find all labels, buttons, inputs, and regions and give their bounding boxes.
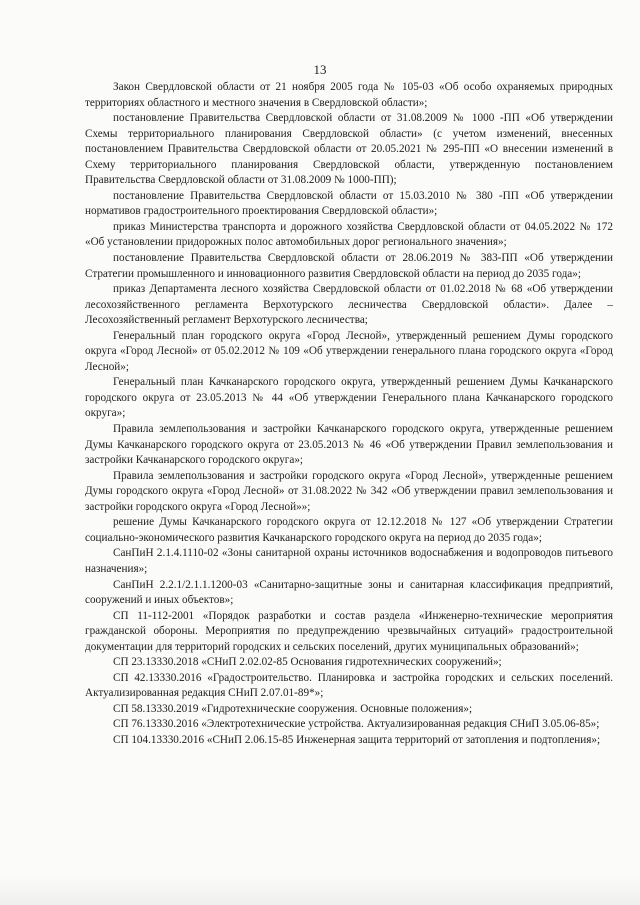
paragraph: СанПиН 2.1.4.1110-02 «Зоны санитарной охраны источников водоснабжения и водопроводов питьевого назначения»; bbox=[85, 547, 613, 575]
paragraph: СП 42.13330.2016 «Градостроительство. Планировка и застройка городских и сельских поселений. Актуализированная редакция СНиП 2.07.01-89*»; bbox=[85, 671, 613, 700]
paragraph: решение Думы Качканарского городского округа от 12.12.2018 № 127 «Об утверждении Стратегии социально-экономического развития Качканарского городского округа на период до 2035 года»; bbox=[85, 516, 613, 544]
paragraph: приказ Министерства транспорта и дорожного хозяйства Свердловской области от 04.05.2022 № 172 «Об установлении придорожных полос автомобильных дорог регионального значения»; bbox=[85, 220, 613, 249]
paragraph: Правила землепользования и застройки Качканарского городского округа, утвержденные решением Думы Качканарского городского округа от 23.05.2013 № 46 «Об утверждении Правил землепользования и застройки Качканарского городского округа»; bbox=[85, 423, 613, 467]
paragraph: СП 76.13330.2016 «Электротехнические устройства. Актуализированная редакция СНиП 3.05.06-85»; bbox=[113, 718, 600, 731]
paragraph: СП 58.13330.2019 «Гидротехнические сооружения. Основные положения»; bbox=[113, 702, 473, 715]
paragraph: СП 23.13330.2018 «СНиП 2.02.02-85 Основания гидротехнических сооружений»; bbox=[113, 656, 502, 669]
paragraph: постановление Правительства Свердловской области от 15.03.2010 № 380 -ПП «Об утверждении нормативов градостроительного проектирования Свердловской области»; bbox=[85, 189, 613, 218]
paragraph: постановление Правительства Свердловской области от 28.06.2019 № 383-ПП «Об утверждении Стратегии промышленного и инновационного развития Свердловской области на период до 2035 года»; bbox=[85, 252, 613, 280]
paragraph: СанПиН 2.2.1/2.1.1.1200-03 «Санитарно-защитные зоны и санитарная классификация предприятий, сооружений и иных объектов»; bbox=[85, 578, 613, 607]
paragraph: Генеральный план городского округа «Город Лесной», утвержденный решением Думы городского округа «Город Лесной» от 05.02.2012 № 109 «Об утверждении генерального плана городского округа «Город Лесной»; bbox=[85, 329, 613, 373]
scan-bottom-edge bbox=[0, 875, 640, 905]
paragraph: СП 104.13330.2016 «СНиП 2.06.15-85 Инженерная защита территорий от затопления и подтопления»; bbox=[113, 733, 601, 746]
document-body bbox=[85, 80, 613, 749]
paragraph: Правила землепользования и застройки городского округа «Город Лесной», утвержденные решением Думы городского округа «Город Лесной» от 31.08.2022 № 342 «Об утверждении правил землепользования и застройки городского округа «Город Лесной»»; bbox=[85, 469, 613, 513]
paragraph: приказ Департамента лесного хозяйства Свердловской области от 01.02.2018 № 68 «Об утверждении лесохозяйственного регламента Верхотурского лесничества Свердловской области». Далее – Лесохозяйственный регламент Верхотурского лесничества; bbox=[85, 283, 613, 327]
paragraph: Закон Свердловской области от 21 ноября 2005 года № 105-03 «Об особо охраняемых природных территориях областного и местного значения в Свердловской области»; bbox=[85, 81, 613, 109]
page-number: 13 bbox=[313, 62, 327, 77]
paragraph: Генеральный план Качканарского городского округа, утвержденный решением Думы Качканарского городского округа от 23.05.2013 № 44 «Об утверждении Генерального плана Качканарского городского округа»; bbox=[85, 376, 613, 420]
paragraph: СП 11-112-2001 «Порядок разработки и состав раздела «Инженерно-технические мероприятия гражданской обороны. Мероприятия по предупреждению чрезвычайных ситуаций» градостроительной документации для территорий городских и сельских поселений, других муниципальных образований»; bbox=[85, 609, 613, 653]
paragraph: постановление Правительства Свердловской области от 31.08.2009 № 1000 -ПП «Об утверждении Схемы территориального планирования Свердловской области» (с учетом изменений, внесенных постановлением Правительства Свердловской области от 20.05.2021 № 295-ПП «О внесении изменений в Схему территориального планирования Свердловской области, утвержденную постановлением Правительства Свердловской области от 31.08.2009 № 1000-ПП); bbox=[85, 112, 613, 187]
